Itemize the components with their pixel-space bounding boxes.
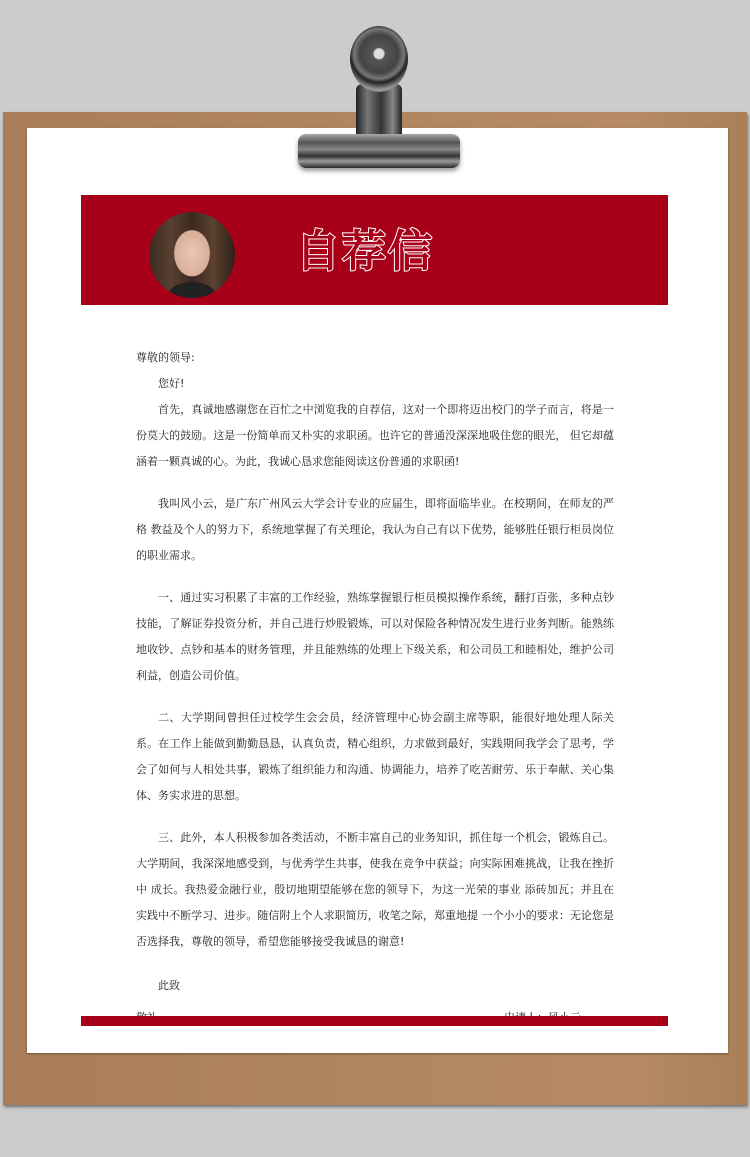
greeting: 您好! [158, 377, 185, 390]
paragraph-point-1: 一、通过实习积累了丰富的工作经验，熟练掌握银行柜员模拟操作系统，翻打百张，多种点钞技能，了解证券投资分析，并自己进行炒股锻炼，可以对保险各种情况发生进行业务判断。能熟练地收钞、点钞和基本的财务管理，并且能熟练的处理上下级关系，和公司员工和睦相处，维护公司利益，创造公司价值。 [136, 591, 614, 682]
binder-clip-icon [298, 26, 460, 171]
letter-body [136, 345, 614, 1031]
avatar-photo [149, 212, 235, 298]
paragraph-intro: 首先，真诚地感谢您在百忙之中浏览我的自荐信，这对一个即将迈出校门的学子而言，将是一份莫大的鼓励。这是一份简单而又朴实的求职函。也许它的普通没深深地吸住您的眼光， 但它却蕴涵着一颗真诚的心。为此，我诚心恳求您能阅读这份普通的求职函! [136, 403, 614, 468]
paragraph-point-2: 二、大学期间曾担任过校学生会会员，经济管理中心协会副主席等职，能很好地处理人际关系。在工作上能做到勤勤恳恳，认真负责，精心组织，力求做到最好，实践期间我学会了思考，学会了如何与人相处共事，锻炼了组织能力和沟通、协调能力，培养了吃苦耐劳、乐于奉献、关心集体、务实求进的思想。 [136, 711, 614, 802]
paragraph-point-3: 三、此外，本人积极参加各类活动，不断丰富自己的业务知识，抓住每一个机会，锻炼自己。大学期间，我深深地感受到，与优秀学生共事，使我在竞争中获益；向实际困难挑战，让我在挫折中 成长。我热爱金融行业，殷切地期望能够在您的领导下，为这一光荣的事业 添砖加瓦；并且在实践中不断学习、进步。随信附上个人求职简历，收笔之际，郑重地提 一个小小的要求：无论您是否选择我，尊敬的领导，希望您能够接受我诚恳的谢意! [136, 831, 614, 948]
paragraph-self-intro: 我叫风小云，是广东广州风云大学会计专业的应届生，即将面临毕业。在校期间，在师友的严格 教益及个人的努力下，系统地掌握了有关理论，我认为自己有以下优势，能够胜任银行柜员岗位的职业需求。 [136, 497, 614, 562]
closing-regards: 此致 [158, 979, 180, 992]
salutation: 尊敬的领导: [136, 351, 195, 364]
page-title: 自荐信 [296, 226, 434, 277]
footer-bar [81, 1016, 668, 1026]
